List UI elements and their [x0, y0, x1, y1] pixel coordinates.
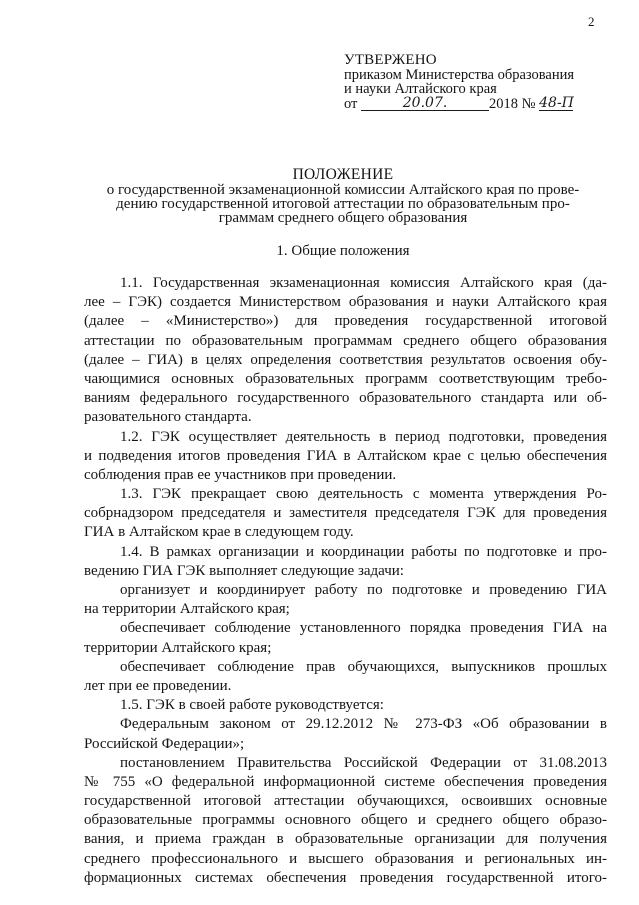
approval-number-field	[539, 96, 573, 111]
body-line: ваниям федерального государственного образовательного стандарта или об-	[84, 390, 607, 407]
approval-date-line	[344, 96, 604, 112]
body-line: аттестации по образовательным программам среднего общего образования	[84, 332, 607, 349]
body-line: Федеральным законом от 29.12.2012 № 273-ФЗ «Об образовании в	[120, 716, 607, 733]
body-line: 1.2. ГЭК осуществляет деятельность в период подготовки, проведения	[120, 428, 607, 445]
document-title: ПОЛОЖЕНИЕ	[292, 166, 394, 183]
body-line: ГИА в Алтайском крае в следующем году.	[84, 524, 354, 541]
body-line: (далее – «Министерство») для проведения государственной итоговой	[84, 313, 607, 330]
body-line: 1.4. В рамках организации и координации работы по подготовке и про-	[120, 543, 607, 560]
approval-line-2: и науки Алтайского края	[344, 81, 497, 97]
body-line: обеспечивает соблюдение установленного порядка проведения ГИА на	[120, 620, 607, 637]
title-line: о государственной экзаменационной комиссии Алтайского края по прове-	[106, 182, 580, 198]
body-line: 1.3. ГЭК прекращает свою деятельность с момента утверждения Ро-	[120, 486, 607, 503]
body-line: образовательные программы основного общего и среднего общего образо-	[84, 812, 607, 829]
body-line: организует и координирует работу по подготовке и проведению ГИА	[120, 582, 607, 598]
body-line: лее – ГЭК) создается Министерством образования и науки Алтайского края	[84, 294, 607, 311]
body-line: обеспечивает соблюдение прав обучающихся, выпускников прошлых	[120, 658, 607, 675]
body-line: Российской Федерации»;	[84, 735, 245, 752]
body-line: на территории Алтайского края;	[84, 601, 290, 618]
body-line: формационных системах обеспечения проведения государственной итого-	[84, 869, 607, 886]
approval-year: 2018 №	[489, 96, 536, 112]
approval-line-1: приказом Министерства образования	[344, 67, 575, 83]
body-line: разовательного стандарта.	[84, 409, 252, 426]
body-line: 1.5. ГЭК в своей работе руководствуется:	[120, 697, 384, 714]
title-line: граммам среднего общего образования	[218, 210, 468, 226]
page-number: 2	[588, 14, 595, 29]
approval-heading: УТВЕРЖЕНО	[344, 52, 437, 68]
handwritten-date: 20.07.	[402, 95, 448, 111]
handwritten-number: 48-П	[539, 95, 574, 111]
title-line: дению государственной итоговой аттестации по образовательным про-	[116, 196, 570, 212]
document-title-block	[80, 166, 606, 225]
body-line: лет при ее проведении.	[84, 677, 232, 694]
approval-stamp-block	[344, 52, 604, 112]
body-line: чающимися основных образовательных программ соответствующим требо-	[84, 370, 607, 387]
body-line: территории Алтайского края;	[84, 639, 272, 656]
body-line: (далее – ГИА) в целях определения соответствия результатов освоения обу-	[84, 351, 607, 368]
approval-date-prefix: от	[344, 96, 358, 112]
body-line: соблюдения прав ее участников при проведении.	[84, 466, 397, 483]
body-line: и подведения итогов проведения ГИА в Алтайском крае с целью обеспечения	[84, 447, 607, 464]
section-heading: 1. Общие положения	[276, 243, 410, 259]
body-line: постановлением Правительства Российской Федерации от 31.08.2013	[120, 754, 607, 771]
document-body	[84, 274, 607, 888]
body-line: среднего профессионального и высшего образования и региональных ин-	[84, 850, 607, 867]
body-line: государственной итоговой аттестации обучающихся, освоивших основные	[84, 793, 607, 810]
body-line: 1.1. Государственная экзаменационная комиссия Алтайского края (да-	[120, 275, 607, 291]
body-line: № 755 «О федеральной информационной системе обеспечения проведения	[84, 773, 607, 790]
approval-date-field	[361, 96, 489, 111]
body-line: вания, и приема граждан в образовательные организации для получения	[84, 831, 607, 848]
body-line: собрнадзором председателя и заместителя председателя ГЭК для проведения	[84, 505, 607, 522]
body-line: ведению ГИА ГЭК выполняет следующие задачи:	[84, 562, 404, 579]
